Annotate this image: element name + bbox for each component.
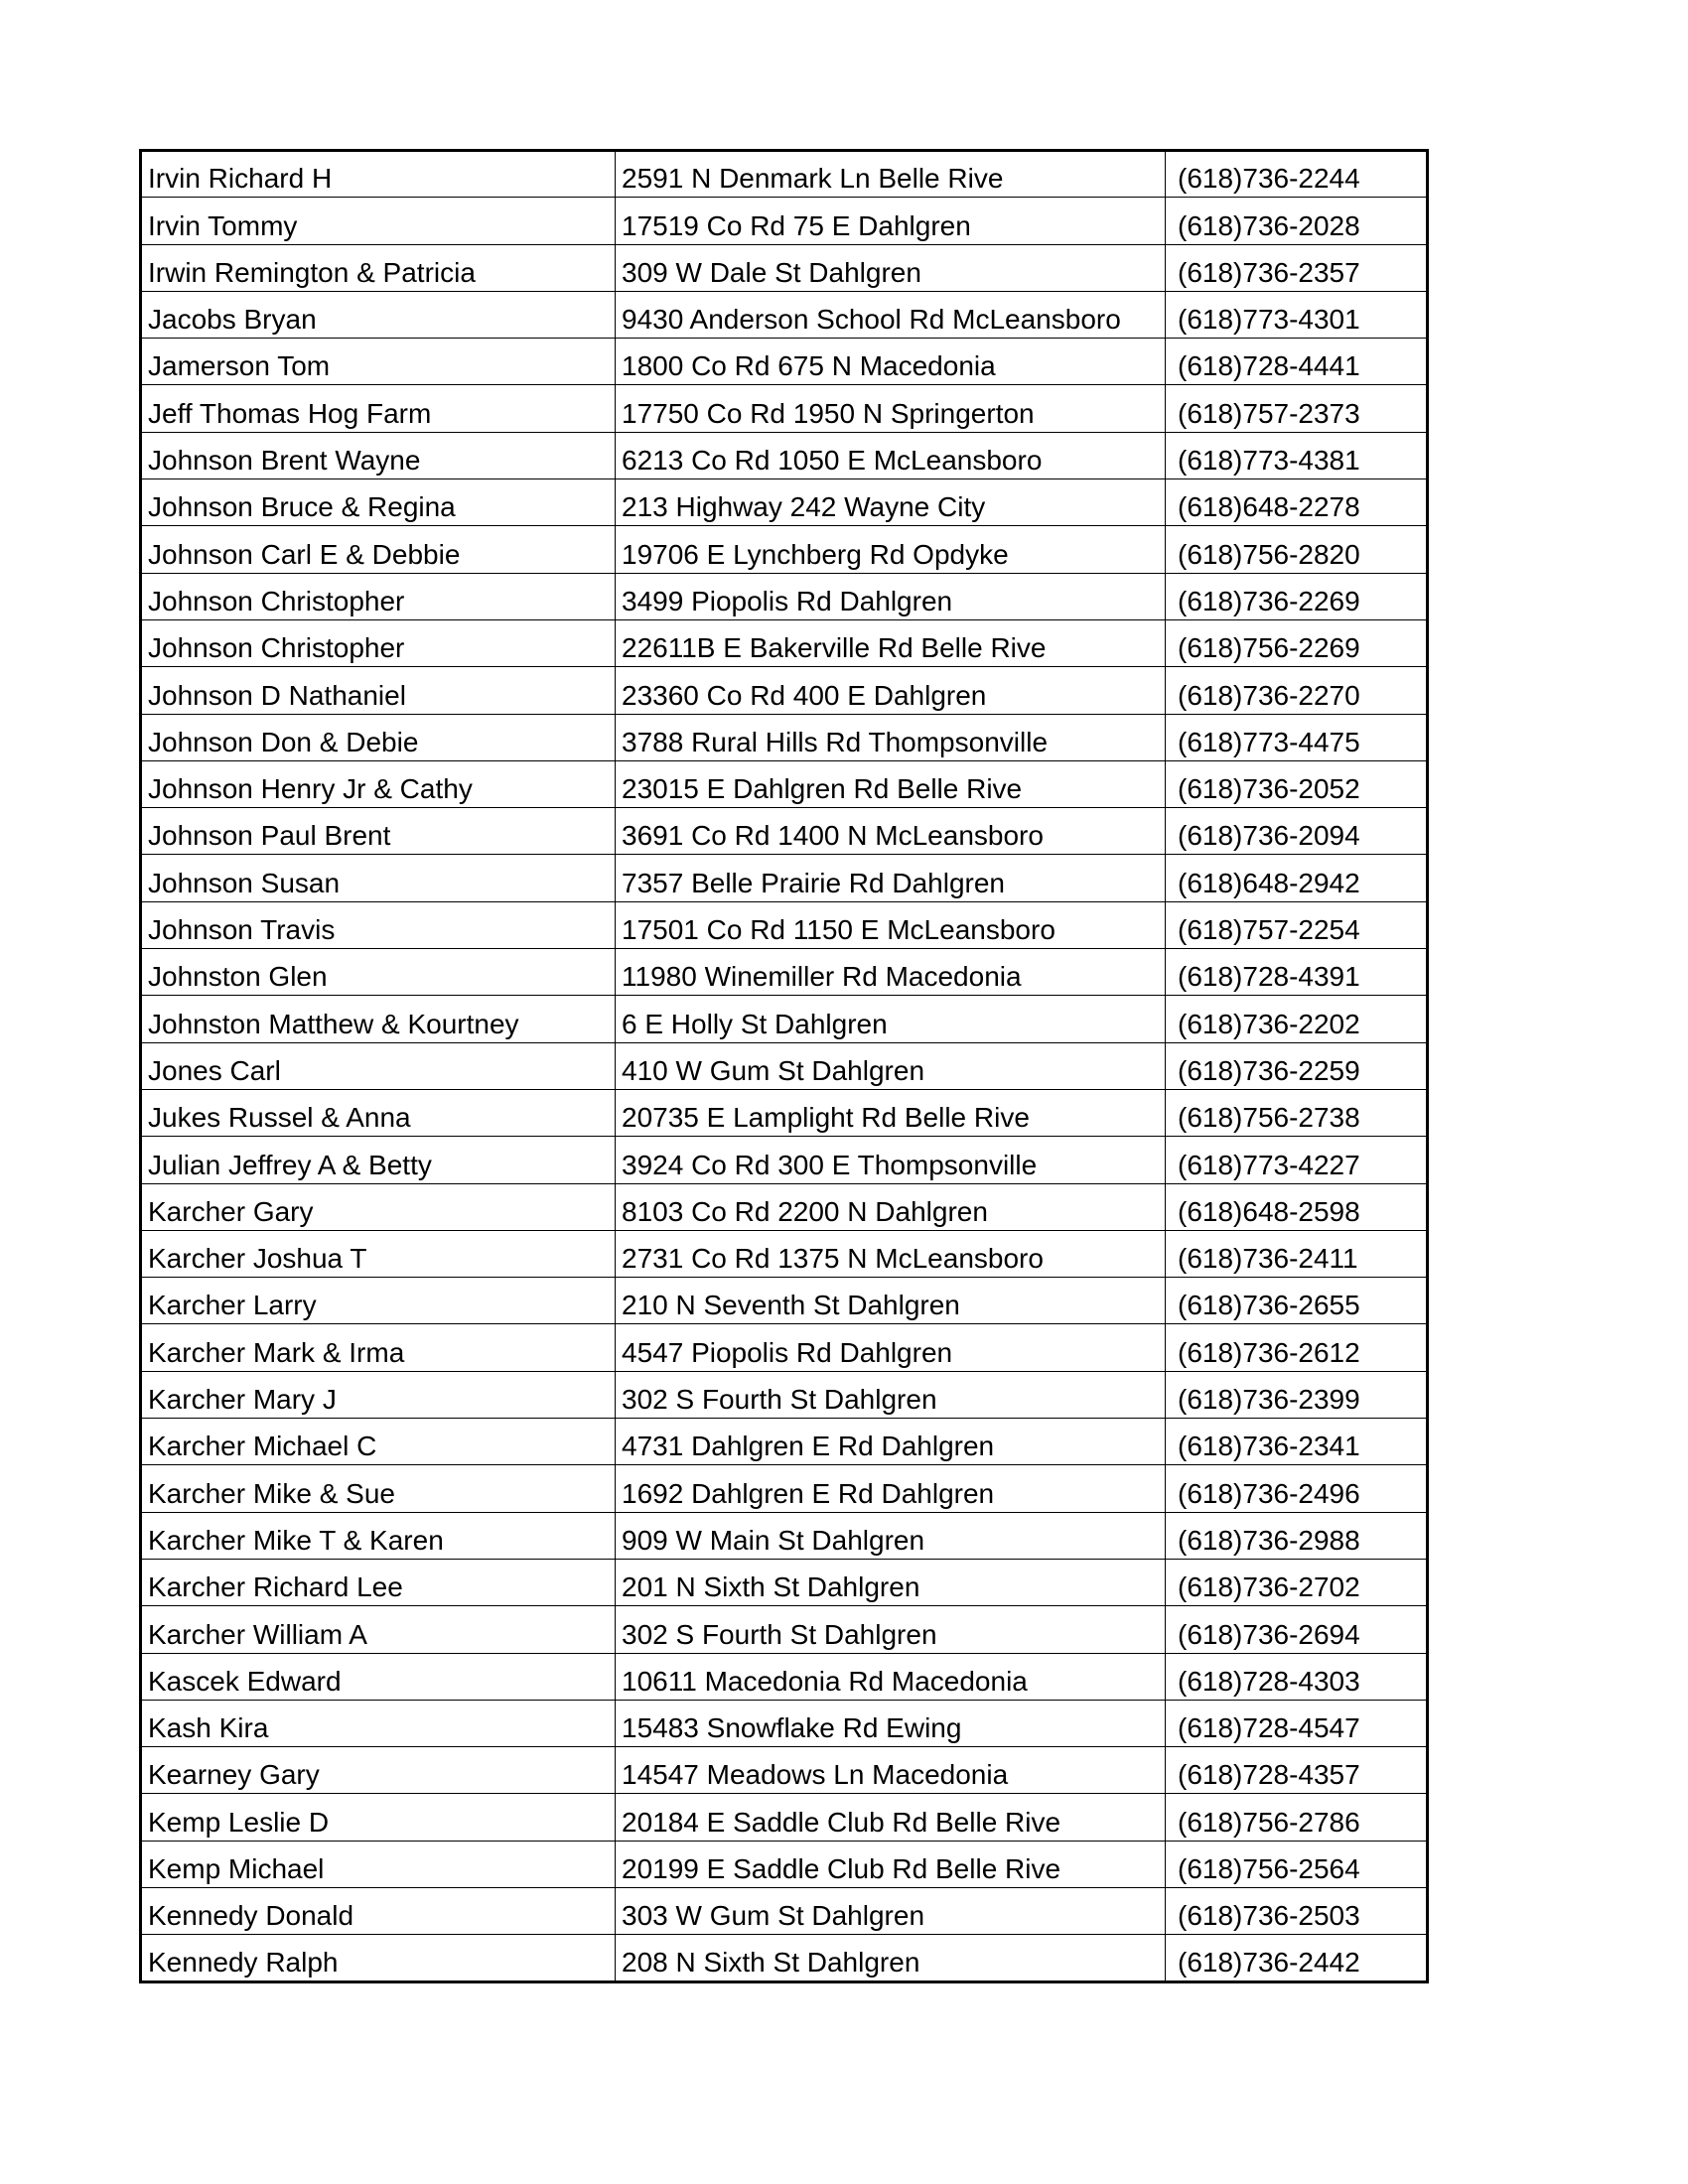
name-cell: Irwin Remington & Patricia — [141, 244, 616, 291]
table-row — [141, 808, 1428, 855]
phone-cell: (618)736-2694 — [1166, 1606, 1428, 1653]
address-cell: 7357 Belle Prairie Rd Dahlgren — [616, 855, 1166, 901]
table-row — [141, 1137, 1428, 1183]
phone-cell: (618)756-2269 — [1166, 619, 1428, 666]
table-row — [141, 1512, 1428, 1559]
table-row — [141, 1559, 1428, 1605]
address-cell: 6 E Holly St Dahlgren — [616, 996, 1166, 1042]
table-row — [141, 573, 1428, 619]
table-row — [141, 996, 1428, 1042]
phone-cell: (618)728-4303 — [1166, 1653, 1428, 1700]
phone-cell: (618)736-2269 — [1166, 573, 1428, 619]
name-cell: Irvin Richard H — [141, 151, 616, 198]
table-row — [141, 479, 1428, 526]
phone-cell: (618)773-4381 — [1166, 432, 1428, 478]
phone-cell: (618)736-2655 — [1166, 1278, 1428, 1324]
name-cell: Kemp Leslie D — [141, 1794, 616, 1841]
address-cell: 8103 Co Rd 2200 N Dahlgren — [616, 1183, 1166, 1230]
name-cell: Karcher William A — [141, 1606, 616, 1653]
name-cell: Karcher Mark & Irma — [141, 1324, 616, 1371]
name-cell: Jamerson Tom — [141, 339, 616, 385]
phone-cell: (618)773-4475 — [1166, 714, 1428, 760]
phone-cell: (618)736-2094 — [1166, 808, 1428, 855]
phone-cell: (618)736-2028 — [1166, 198, 1428, 244]
address-cell: 10611 Macedonia Rd Macedonia — [616, 1653, 1166, 1700]
name-cell: Jacobs Bryan — [141, 291, 616, 338]
phone-cell: (618)648-2942 — [1166, 855, 1428, 901]
name-cell: Kemp Michael — [141, 1841, 616, 1887]
table-row — [141, 1794, 1428, 1841]
address-cell: 210 N Seventh St Dahlgren — [616, 1278, 1166, 1324]
address-cell: 22611B E Bakerville Rd Belle Rive — [616, 619, 1166, 666]
name-cell: Karcher Mike T & Karen — [141, 1512, 616, 1559]
phone-cell: (618)736-2503 — [1166, 1887, 1428, 1934]
phone-cell: (618)728-4547 — [1166, 1700, 1428, 1746]
name-cell: Kascek Edward — [141, 1653, 616, 1700]
address-cell: 23360 Co Rd 400 E Dahlgren — [616, 667, 1166, 714]
table-row — [141, 855, 1428, 901]
address-cell: 19706 E Lynchberg Rd Opdyke — [616, 526, 1166, 573]
phone-cell: (618)756-2786 — [1166, 1794, 1428, 1841]
address-cell: 6213 Co Rd 1050 E McLeansboro — [616, 432, 1166, 478]
name-cell: Johnson Christopher — [141, 573, 616, 619]
name-cell: Johnson Travis — [141, 901, 616, 948]
table-row — [141, 526, 1428, 573]
name-cell: Kennedy Ralph — [141, 1935, 616, 1981]
phone-cell: (618)736-2411 — [1166, 1230, 1428, 1277]
table-row — [141, 619, 1428, 666]
table-row — [141, 1465, 1428, 1512]
table-row — [141, 1747, 1428, 1794]
table-row — [141, 339, 1428, 385]
address-cell: 20199 E Saddle Club Rd Belle Rive — [616, 1841, 1166, 1887]
address-cell: 15483 Snowflake Rd Ewing — [616, 1700, 1166, 1746]
phone-cell: (618)736-2244 — [1166, 151, 1428, 198]
table-row — [141, 1183, 1428, 1230]
name-cell: Johnson Don & Debie — [141, 714, 616, 760]
phone-cell: (618)736-2399 — [1166, 1371, 1428, 1418]
address-cell: 1692 Dahlgren E Rd Dahlgren — [616, 1465, 1166, 1512]
address-cell: 4547 Piopolis Rd Dahlgren — [616, 1324, 1166, 1371]
phone-cell: (618)736-2341 — [1166, 1419, 1428, 1465]
address-cell: 213 Highway 242 Wayne City — [616, 479, 1166, 526]
name-cell: Kash Kira — [141, 1700, 616, 1746]
address-cell: 17519 Co Rd 75 E Dahlgren — [616, 198, 1166, 244]
address-cell: 3788 Rural Hills Rd Thompsonville — [616, 714, 1166, 760]
phone-cell: (618)736-2052 — [1166, 760, 1428, 807]
address-cell: 309 W Dale St Dahlgren — [616, 244, 1166, 291]
directory-table — [139, 149, 1429, 1983]
address-cell: 1800 Co Rd 675 N Macedonia — [616, 339, 1166, 385]
address-cell: 9430 Anderson School Rd McLeansboro — [616, 291, 1166, 338]
name-cell: Johnson Bruce & Regina — [141, 479, 616, 526]
name-cell: Johnson Brent Wayne — [141, 432, 616, 478]
name-cell: Johnson Henry Jr & Cathy — [141, 760, 616, 807]
table-row — [141, 1042, 1428, 1089]
table-row — [141, 1230, 1428, 1277]
table-row — [141, 432, 1428, 478]
address-cell: 14547 Meadows Ln Macedonia — [616, 1747, 1166, 1794]
name-cell: Johnson Susan — [141, 855, 616, 901]
phone-cell: (618)757-2254 — [1166, 901, 1428, 948]
name-cell: Jukes Russel & Anna — [141, 1089, 616, 1136]
table-row — [141, 1887, 1428, 1934]
name-cell: Johnston Glen — [141, 949, 616, 996]
name-cell: Karcher Mary J — [141, 1371, 616, 1418]
name-cell: Johnson D Nathaniel — [141, 667, 616, 714]
table-row — [141, 1371, 1428, 1418]
table-row — [141, 151, 1428, 198]
address-cell: 17750 Co Rd 1950 N Springerton — [616, 385, 1166, 432]
phone-cell: (618)756-2738 — [1166, 1089, 1428, 1136]
name-cell: Kennedy Donald — [141, 1887, 616, 1934]
table-row — [141, 1089, 1428, 1136]
address-cell: 3499 Piopolis Rd Dahlgren — [616, 573, 1166, 619]
name-cell: Karcher Joshua T — [141, 1230, 616, 1277]
table-row — [141, 1700, 1428, 1746]
address-cell: 2591 N Denmark Ln Belle Rive — [616, 151, 1166, 198]
phone-cell: (618)648-2598 — [1166, 1183, 1428, 1230]
name-cell: Kearney Gary — [141, 1747, 616, 1794]
name-cell: Jones Carl — [141, 1042, 616, 1089]
phone-cell: (618)736-2442 — [1178, 1946, 1360, 1978]
name-cell: Karcher Richard Lee — [141, 1559, 616, 1605]
table-row — [141, 291, 1428, 338]
phone-cell: (618)736-2612 — [1166, 1324, 1428, 1371]
phone-cell: (618)736-2202 — [1166, 996, 1428, 1042]
phone-cell: (618)728-4441 — [1166, 339, 1428, 385]
address-cell: 3924 Co Rd 300 E Thompsonville — [616, 1137, 1166, 1183]
address-cell: 303 W Gum St Dahlgren — [616, 1887, 1166, 1934]
phone-cell: (618)736-2988 — [1166, 1512, 1428, 1559]
table-row — [141, 901, 1428, 948]
name-cell: Jeff Thomas Hog Farm — [141, 385, 616, 432]
table-row — [141, 667, 1428, 714]
phone-cell: (618)736-2259 — [1166, 1042, 1428, 1089]
address-cell: 3691 Co Rd 1400 N McLeansboro — [616, 808, 1166, 855]
name-cell: Johnson Carl E & Debbie — [141, 526, 616, 573]
table-row — [141, 198, 1428, 244]
table-row — [141, 714, 1428, 760]
table-row — [141, 244, 1428, 291]
table-row — [141, 1653, 1428, 1700]
phone-cell: (618)736-2270 — [1166, 667, 1428, 714]
phone-cell: (618)773-4301 — [1166, 291, 1428, 338]
address-cell: 909 W Main St Dahlgren — [616, 1512, 1166, 1559]
address-cell: 201 N Sixth St Dahlgren — [616, 1559, 1166, 1605]
name-cell: Johnson Christopher — [141, 619, 616, 666]
phone-cell: (618)736-2496 — [1166, 1465, 1428, 1512]
table-row — [141, 1606, 1428, 1653]
phone-cell: (618)736-2702 — [1166, 1559, 1428, 1605]
address-cell: 20184 E Saddle Club Rd Belle Rive — [616, 1794, 1166, 1841]
address-cell: 2731 Co Rd 1375 N McLeansboro — [616, 1230, 1166, 1277]
table-row — [141, 1841, 1428, 1887]
name-cell: Johnson Paul Brent — [141, 808, 616, 855]
address-cell: 11980 Winemiller Rd Macedonia — [616, 949, 1166, 996]
name-cell: Karcher Larry — [141, 1278, 616, 1324]
phone-cell: (618)756-2564 — [1166, 1841, 1428, 1887]
name-cell: Johnston Matthew & Kourtney — [141, 996, 616, 1042]
phone-cell: (618)757-2373 — [1166, 385, 1428, 432]
name-cell: Karcher Mike & Sue — [141, 1465, 616, 1512]
name-cell: Julian Jeffrey A & Betty — [141, 1137, 616, 1183]
phone-cell: (618)728-4391 — [1166, 949, 1428, 996]
address-cell: 410 W Gum St Dahlgren — [616, 1042, 1166, 1089]
address-cell: 20735 E Lamplight Rd Belle Rive — [616, 1089, 1166, 1136]
phone-cell: (618)728-4357 — [1166, 1747, 1428, 1794]
table-row — [141, 760, 1428, 807]
table-row — [141, 1278, 1428, 1324]
table-row — [141, 1324, 1428, 1371]
phone-cell: (618)756-2820 — [1166, 526, 1428, 573]
name-cell: Karcher Gary — [141, 1183, 616, 1230]
directory-body — [141, 151, 1428, 1982]
phone-cell: (618)736-2357 — [1166, 244, 1428, 291]
table-row — [141, 1935, 1428, 1981]
table-row — [141, 385, 1428, 432]
table-row — [141, 949, 1428, 996]
phone-cell: (618)648-2278 — [1166, 479, 1428, 526]
address-cell: 302 S Fourth St Dahlgren — [616, 1606, 1166, 1653]
name-cell: Karcher Michael C — [141, 1419, 616, 1465]
address-cell: 23015 E Dahlgren Rd Belle Rive — [616, 760, 1166, 807]
phone-cell: (618)773-4227 — [1166, 1137, 1428, 1183]
address-cell: 208 N Sixth St Dahlgren — [616, 1935, 1166, 1981]
name-cell: Irvin Tommy — [141, 198, 616, 244]
address-cell: 17501 Co Rd 1150 E McLeansboro — [616, 901, 1166, 948]
address-cell: 4731 Dahlgren E Rd Dahlgren — [616, 1419, 1166, 1465]
address-cell: 302 S Fourth St Dahlgren — [616, 1371, 1166, 1418]
table-row — [141, 1419, 1428, 1465]
